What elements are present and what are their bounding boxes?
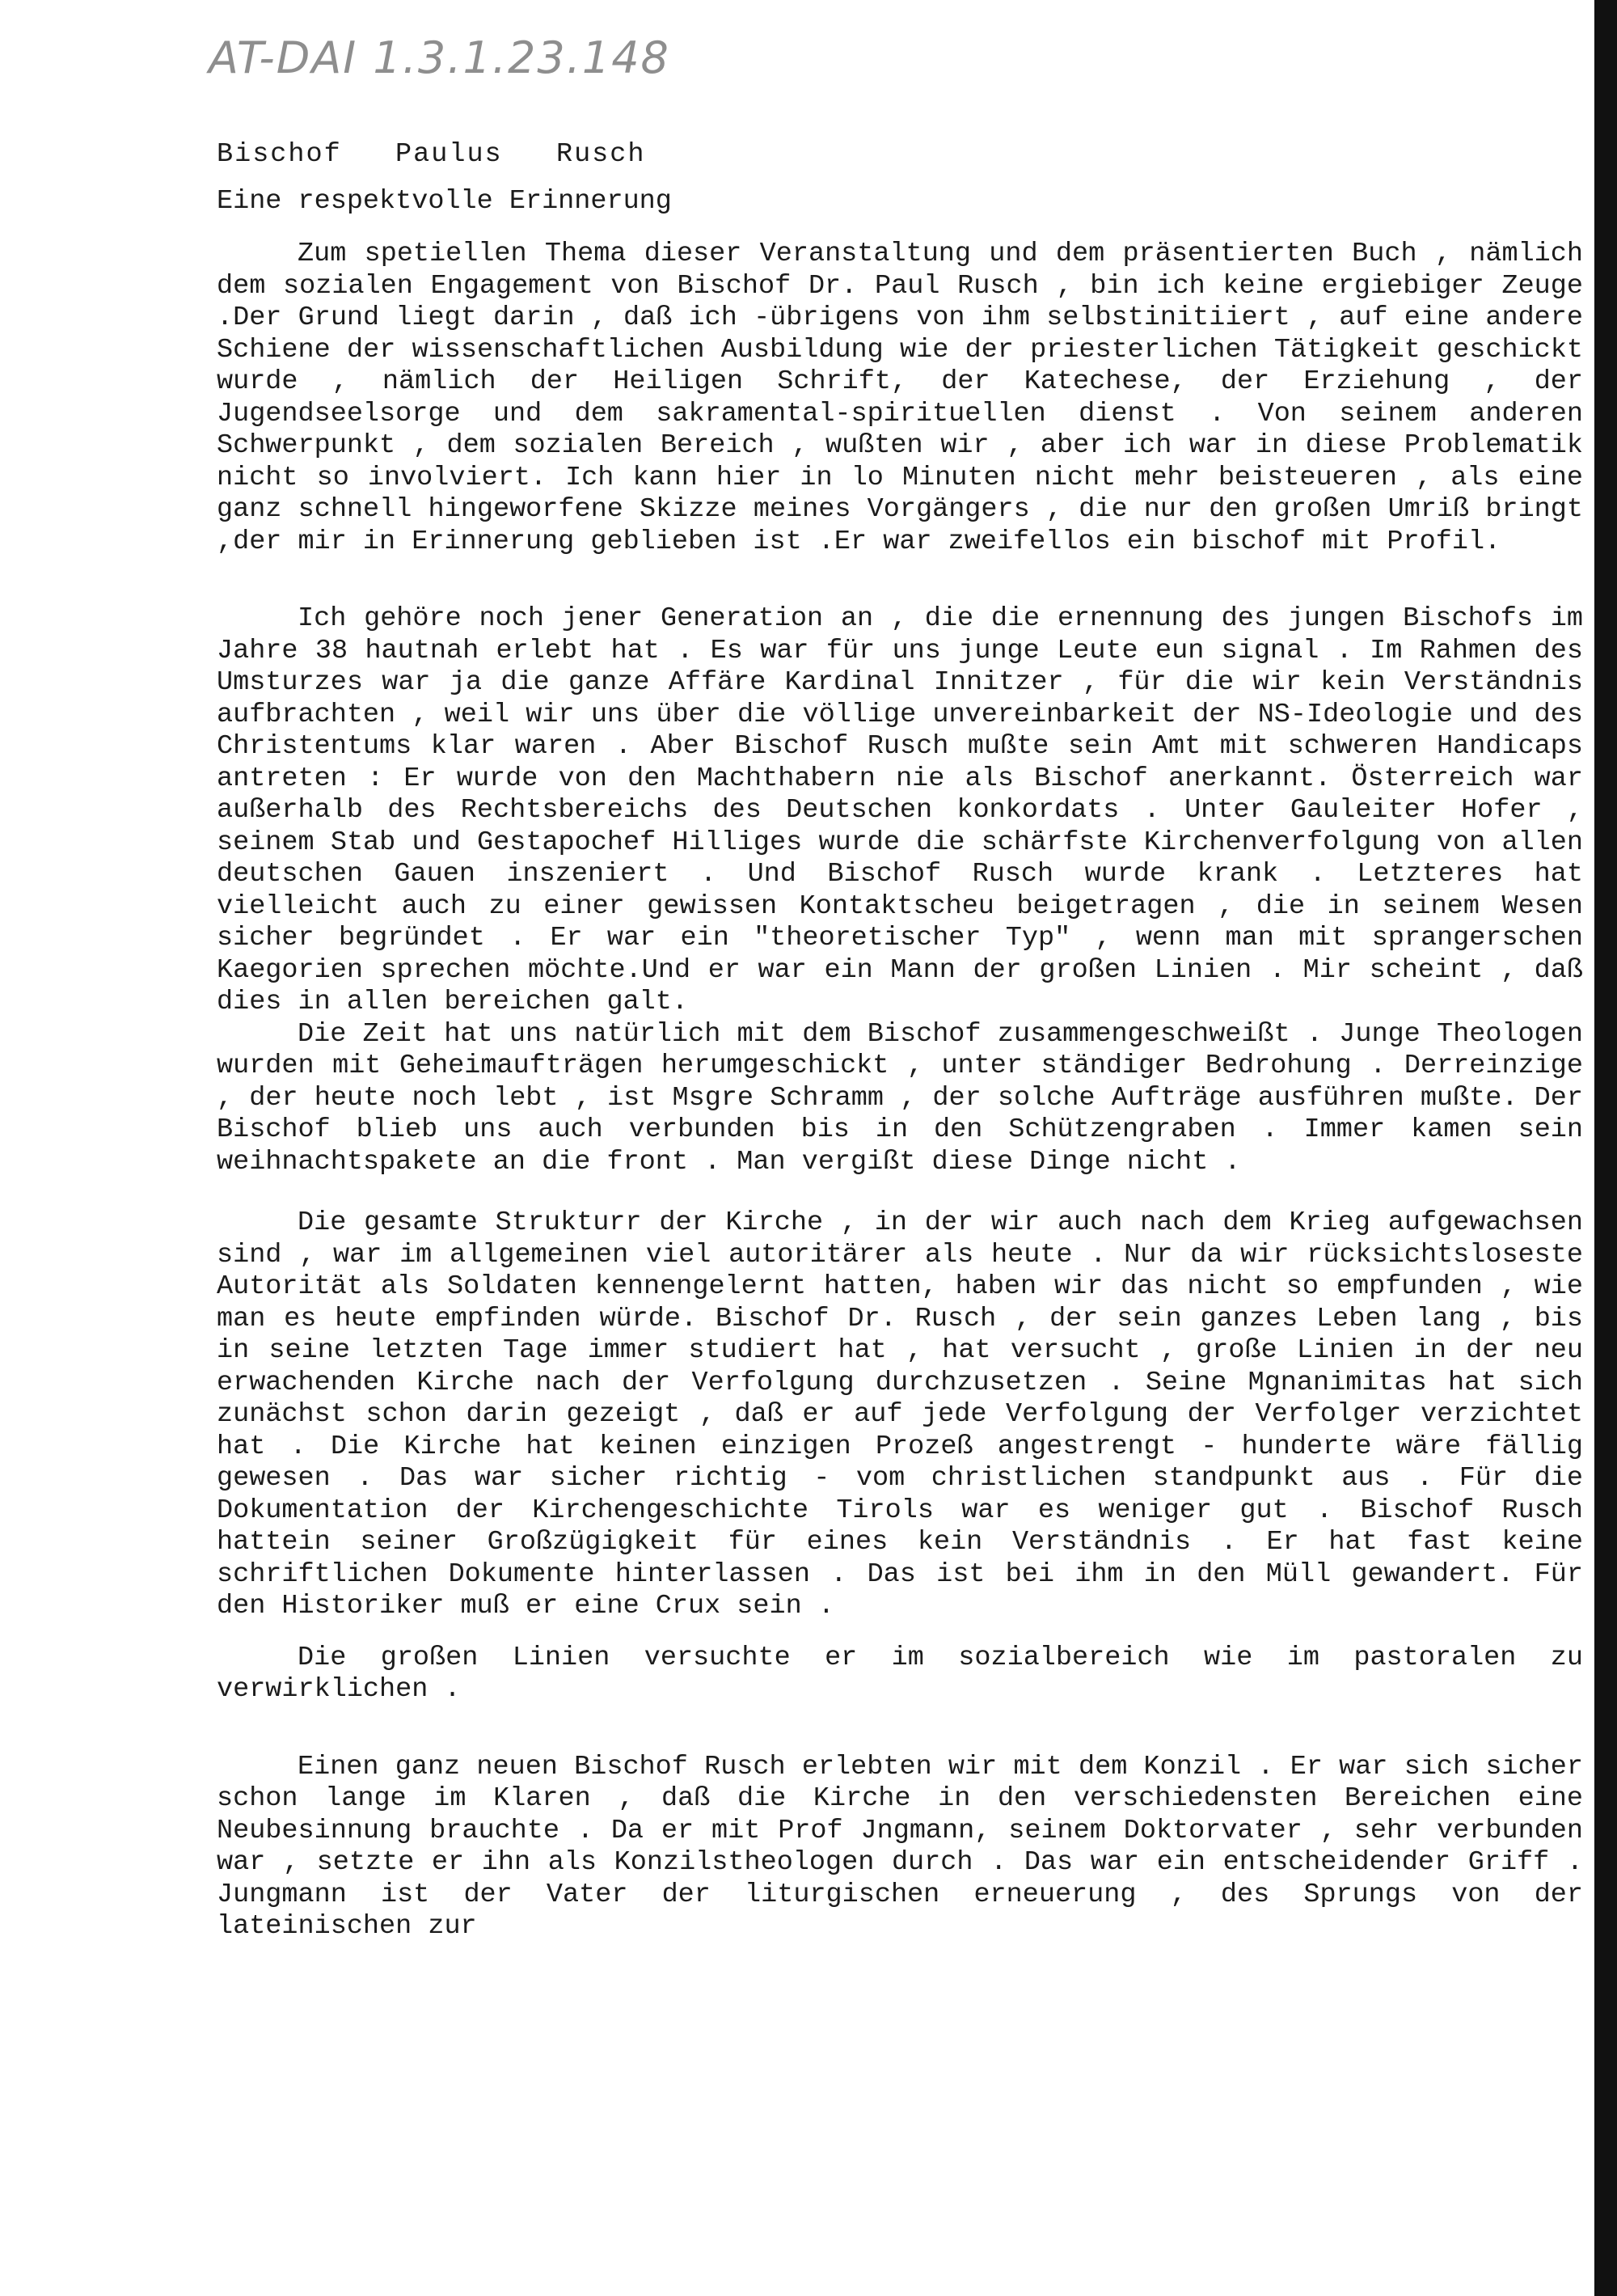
paragraph: Die gesamte Strukturr der Kirche , in der wir auch nach dem Krieg aufgewachsen sind , war im allgemeinen viel autoritärer als heute . Nur da wir rücksichtsloseste Autorität als Soldaten kennengelernt hatten, haben wir das nicht so empfunden , wie man es heute empfinden würde. Bischof Dr. Rusch , der sein ganzes Leben lang , bis in seine letzten Tage immer studiert hat , hat versucht , große Linien in der neu erwachenden Kirche nach der Verfolgung durchzusetzen . Seine Mgnanimitas hat sich zunächst schon darin gezeigt , daß er auf jede Verfolgung der Verfolger verzichtet hat . Die Kirche hat keinen einzigen Prozeß angestrengt - hunderte wäre fällig gewesen . Das war sicher richtig - vom christlichen standpunkt aus . Für die Dokumentation der Kirchengeschichte Tirols war es weniger gut . Bischof Rusch hattein seiner Großzügigkeit für eines kein Verständnis . Er hat fast keine schriftlichen Dokumente hinterlassen . Das ist bei ihm in den Müll gewandert. Für den Historiker muß er eine Crux sein . bbox=[217, 1207, 1583, 1622]
typewritten-text bbox=[217, 139, 1583, 1943]
paragraph: Die großen Linien versuchte er im sozialbereich wie im pastoralen zu verwirklichen . bbox=[217, 1642, 1583, 1705]
paragraph: Die Zeit hat uns natürlich mit dem Bischof zusammengeschweißt . Junge Theologen wurden mit Geheimaufträgen herumgeschickt , unter ständiger Bedrohung . Derreinzige , der heute noch lebt , ist Msgre Schramm , der solche Aufträge ausführen mußte. Der Bischof blieb uns auch verbunden bis in den Schützengraben . Immer kamen sein weihnachtspakete an die front . Man vergißt diese Dinge nicht . bbox=[217, 1018, 1583, 1178]
document-title: Bischof Paulus Rusch bbox=[217, 139, 646, 170]
document-subtitle: Eine respektvolle Erinnerung bbox=[217, 185, 672, 217]
bleed-through-left bbox=[24, 137, 210, 1351]
scan-edge bbox=[1594, 0, 1617, 2296]
paragraph: Zum spetiellen Thema dieser Veranstaltung und dem präsentierten Buch , nämlich dem sozialen Engagement von Bischof Dr. Paul Rusch , bin ich keine ergiebiger Zeuge .Der Grund liegt darin , daß ich -übrigens von ihm selbstinitiiert , auf eine andere Schiene der wissenschaftlichen Ausbildung wie der priesterlichen Tätigkeit geschickt wurde , nämlich der Heiligen Schrift, der Katechese, der Erziehung , der Jugendseelsorge und dem sakramental-spirituellen dienst . Von seinem anderen Schwerpunkt , dem sozialen Bereich , wußten wir , aber ich war in diese Problematik nicht so involviert. Ich kann hier in lo Minuten nicht mehr beisteueren , als eine ganz schnell hingeworfene Skizze meines Vorgängers , die nur den großen Umriß bringt ,der mir in Erinnerung geblieben ist .Er war zweifellos ein bischof mit Profil. bbox=[217, 239, 1583, 557]
archive-signature: AT-DAI 1.3.1.23.148 bbox=[209, 32, 670, 83]
paragraph: Ich gehöre noch jener Generation an , die die ernennung des jungen Bischofs im Jahre 38 hautnah erlebt hat . Es war für uns junge Leute eun signal . Im Rahmen des Umsturzes war ja die ganze Affäre Kardinal Innitzer , für die wir kein Verständnis aufbrachten , weil wir uns über die völlige unvereinbarkeit der NS-Ideologie und des Christentums klar waren . Aber Bischof Rusch mußte sein Amt mit schweren Handicaps antreten : Er wurde von den Machthabern nie als Bischof anerkannt. Österreich war außerhalb des Rechtsbereichs des Deutschen konkordats . Unter Gauleiter Hofer , seinem Stab und Gestapochef Hilliges wurde die schärfste Kirchenverfolgung von allen deutschen Gauen inszeniert . Und Bischof Rusch wurde krank . Letzteres hat vielleicht auch zu einer gewissen Kontaktscheu beigetragen , die in seinem Wesen sicher begründet . Er war ein "theoretischer Typ" , wenn man mit sprangerschen Kaegorien sprechen möchte.Und er war ein Mann der großen Linien . Mir scheint , daß dies in allen bereichen galt. bbox=[217, 603, 1583, 1017]
paragraph: Einen ganz neuen Bischof Rusch erlebten wir mit dem Konzil . Er war sich sicher schon lange im Klaren , daß die Kirche in den verschiedensten Bereichen eine Neubesinnung brauchte . Da er mit Prof Jngmann, seinem Doktorvater , sehr verbunden war , setzte er ihn als Konzilstheologen durch . Das war ein entscheidender Griff . Jungmann ist der Vater der liturgischen erneuerung , des Sprungs von der lateinischen zur bbox=[217, 1751, 1583, 1942]
